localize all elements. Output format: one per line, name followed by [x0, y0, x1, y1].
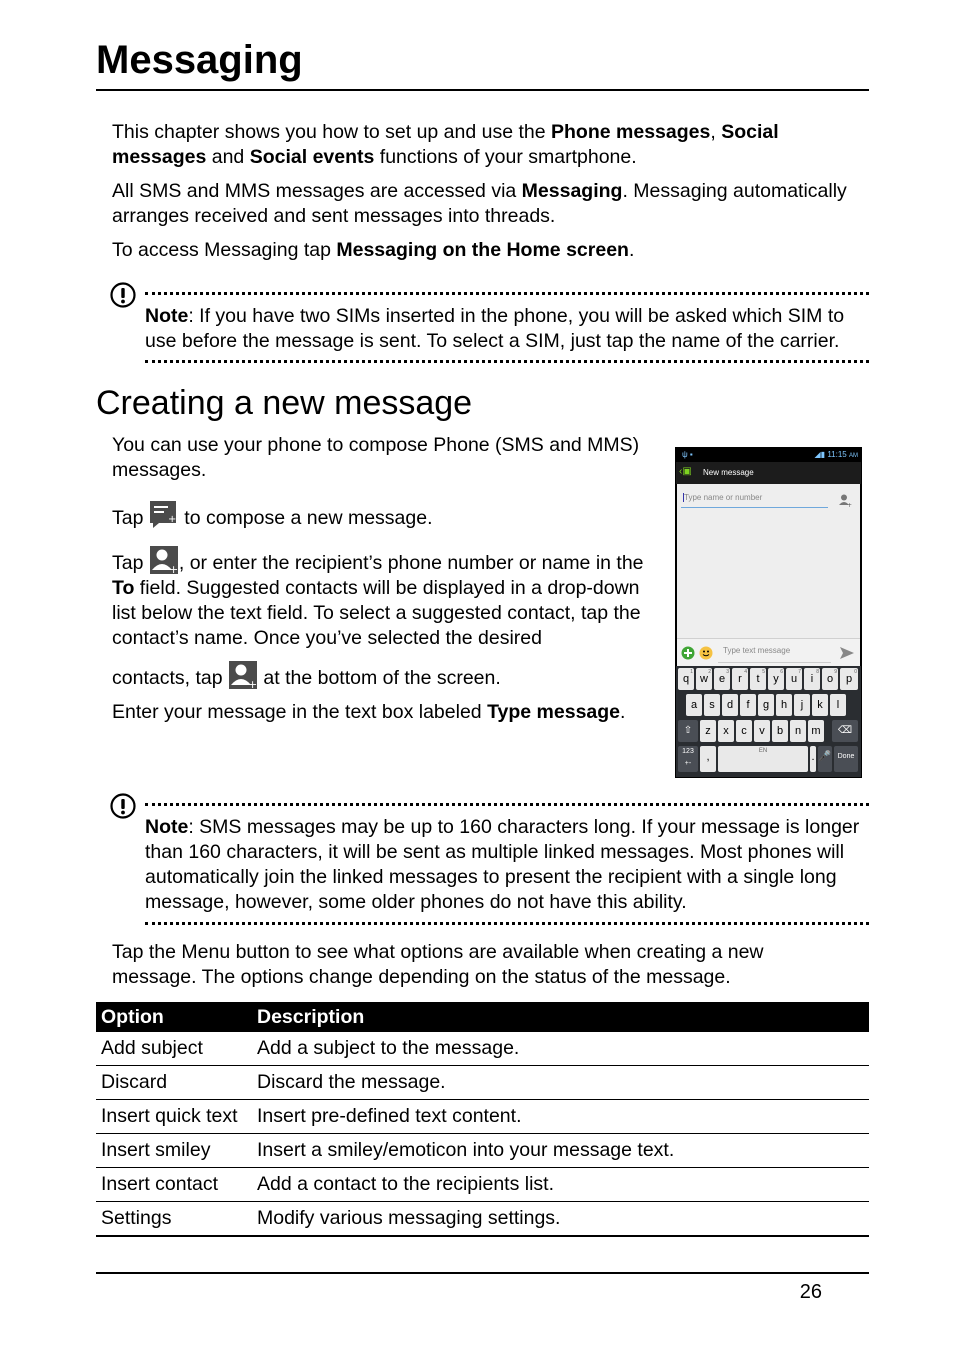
table-row — [96, 1100, 869, 1134]
note-1: Note: If you have two SIMs inserted in the phone, you will be asked which SIM to use before the message is sent. To select a SIM, just tap the name of the carrier. — [145, 305, 845, 352]
message-input[interactable] — [718, 644, 831, 663]
screen-title: New message — [703, 468, 754, 477]
signal-icon: ◢▮ — [814, 450, 828, 459]
key-s[interactable]: s — [704, 694, 720, 716]
section-paragraph-1: You can use your phone to compose Phone (SMS and MMS) messages. — [112, 434, 640, 481]
option-cell: Insert smiley — [96, 1134, 252, 1168]
page-title: Messaging — [96, 38, 303, 82]
key-p[interactable]: p 0 — [840, 668, 858, 690]
key-n[interactable]: n — [790, 720, 806, 742]
shift-key[interactable] — [678, 720, 698, 742]
table-header-row — [96, 1002, 869, 1032]
message-composer — [677, 638, 860, 667]
backspace-icon: ⌫ — [837, 725, 853, 736]
warning-icon — [110, 793, 136, 819]
table-row — [96, 1202, 869, 1237]
message-input-placeholder: Type text message — [723, 646, 791, 655]
key-r[interactable]: r 4 — [732, 668, 748, 690]
key-comma[interactable]: , — [700, 746, 716, 772]
key-d[interactable]: d — [722, 694, 738, 716]
svg-text:+: + — [847, 502, 852, 507]
table-row — [96, 1032, 869, 1066]
note-2: Note: SMS messages may be up to 160 characters long. If your message is longer than 160 characters, it will be sent as multiple linked messages. Most phones will automatically join the linked messages to present the recipient with a single long message, however, some older phones do not have this ability. — [145, 816, 860, 913]
keyboard-row-1 — [676, 666, 861, 692]
section-paragraph-4: contacts, tap + at the bottom of the screen. — [112, 660, 657, 691]
table-row — [96, 1168, 869, 1202]
key-w[interactable]: w 2 — [696, 668, 712, 690]
svg-text:+: + — [247, 678, 258, 690]
section-heading: Creating a new message — [96, 384, 473, 422]
table-row — [96, 1066, 869, 1100]
menu-paragraph: Tap the Menu button to see what options are available when creating a new message. The options change depending on the status of the message. — [112, 941, 764, 988]
key-v[interactable]: v — [754, 720, 770, 742]
column-header-description: Description — [252, 1002, 869, 1032]
option-cell: Insert contact — [96, 1168, 252, 1202]
options-table — [96, 1002, 869, 1237]
add-contact-icon — [228, 660, 258, 690]
key-f[interactable]: f — [740, 694, 756, 716]
option-cell: Insert quick text — [96, 1100, 252, 1134]
add-contact-icon — [149, 545, 179, 575]
section-paragraph-3: Tap + , or enter the recipient’s phone number or name in the To field. Suggested contacts will be displayed in a drop-down list below the text field. To select a suggested contact, tap the contact’s name. Once you’ve selected the desired — [112, 545, 657, 651]
key-x[interactable]: x — [718, 720, 734, 742]
option-cell: Add subject — [96, 1032, 252, 1066]
symbols-key[interactable]: 123 +- — [678, 746, 698, 772]
key-z[interactable]: z — [700, 720, 716, 742]
keyboard-row-3 — [676, 718, 861, 744]
status-ampm: AM — [849, 453, 858, 459]
note-divider-bottom — [145, 922, 869, 925]
key-j[interactable]: j — [794, 694, 810, 716]
key-i[interactable]: i 8 — [804, 668, 820, 690]
phone-screenshot — [675, 447, 862, 778]
backspace-key[interactable] — [832, 720, 858, 742]
description-cell: Insert pre-defined text content. — [252, 1100, 869, 1134]
send-icon[interactable] — [839, 646, 855, 660]
space-key[interactable]: EN — [718, 746, 808, 772]
status-bar — [676, 448, 861, 462]
key-o[interactable]: o 9 — [822, 668, 838, 690]
emoji-sym-icon: +- — [684, 760, 692, 767]
column-header-option: Option — [96, 1002, 252, 1032]
status-time: 11:15 — [827, 450, 847, 459]
recipient-area — [677, 484, 860, 638]
svg-text:+: + — [168, 563, 179, 575]
keyboard-row-2 — [676, 692, 861, 718]
intro-paragraph-3: To access Messaging tap Messaging on the Home screen. — [112, 239, 635, 261]
page-number: 26 — [799, 1281, 822, 1303]
description-cell: Discard the message. — [252, 1066, 869, 1100]
key-c[interactable]: c — [736, 720, 752, 742]
section-paragraph-5: Enter your message in the text box labeled Type message. — [112, 701, 626, 723]
note-divider-bottom — [145, 360, 869, 363]
compose-message-icon — [149, 500, 179, 530]
to-field[interactable] — [681, 493, 828, 508]
option-cell: Discard — [96, 1066, 252, 1100]
key-q[interactable]: q 1 — [678, 668, 694, 690]
note-divider-top — [145, 292, 869, 295]
footer-rule — [96, 1272, 869, 1274]
key-h[interactable]: h — [776, 694, 792, 716]
keyboard-row-4 — [676, 744, 861, 774]
intro-paragraph-1: This chapter shows you how to set up and use the Phone messages, Social messages and Social events functions of your smartphone. — [112, 121, 779, 168]
warning-icon — [110, 282, 136, 308]
key-y[interactable]: y 6 — [768, 668, 784, 690]
attach-icon[interactable] — [681, 646, 695, 660]
section-paragraph-2: Tap + to compose a new message. — [112, 500, 657, 531]
description-cell: Add a subject to the message. — [252, 1032, 869, 1066]
key-e[interactable]: e 3 — [714, 668, 730, 690]
keyboard — [676, 666, 861, 777]
to-field-placeholder: Type name or number — [684, 493, 763, 502]
app-title-bar — [676, 462, 861, 484]
done-key[interactable]: Done — [834, 746, 858, 772]
key-l[interactable]: l — [830, 694, 846, 716]
title-rule — [96, 89, 869, 91]
key-u[interactable]: u 7 — [786, 668, 802, 690]
microphone-icon: 🎤 — [818, 751, 832, 762]
usb-icon: ψ ▪ — [682, 450, 693, 459]
mic-key[interactable] — [818, 746, 832, 772]
key-period[interactable]: . — [810, 746, 816, 772]
key-b[interactable]: b — [772, 720, 788, 742]
smiley-icon[interactable] — [699, 646, 713, 660]
description-cell: Modify various messaging settings. — [252, 1202, 869, 1237]
description-cell: Insert a smiley/emoticon into your message text. — [252, 1134, 869, 1168]
shift-icon: ⇧ — [683, 725, 693, 736]
key-k[interactable]: k — [812, 694, 828, 716]
key-g[interactable]: g — [758, 694, 774, 716]
add-contact-icon[interactable] — [838, 493, 852, 507]
description-cell: Add a contact to the recipients list. — [252, 1168, 869, 1202]
key-a[interactable]: a — [686, 694, 702, 716]
intro-paragraph-2: All SMS and MMS messages are accessed via Messaging. Messaging automatically arranges received and sent messages into threads. — [112, 180, 847, 227]
key-m[interactable]: m — [808, 720, 824, 742]
table-row — [96, 1134, 869, 1168]
svg-text:+: + — [167, 514, 177, 525]
note-divider-top — [145, 803, 869, 806]
option-cell: Settings — [96, 1202, 252, 1237]
messaging-app-icon: ‹▣ — [679, 466, 692, 477]
key-t[interactable]: t 5 — [750, 668, 766, 690]
